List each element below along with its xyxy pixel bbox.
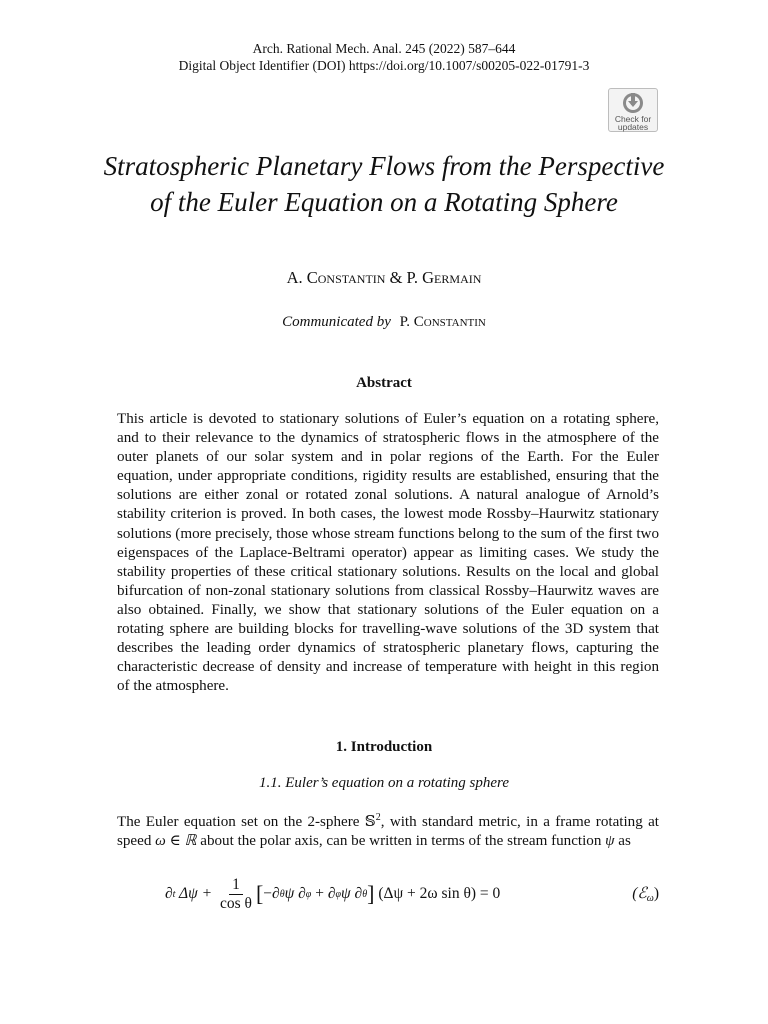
equation-label: [632, 884, 659, 904]
intro-paragraph: [117, 808, 659, 851]
communicated-prefix: Communicated by: [282, 314, 391, 330]
eq-inner-2: ψ ∂: [284, 885, 306, 902]
subsection-heading: 1.1. Euler’s equation on a rotating sphere: [259, 775, 509, 791]
abstract-heading: Abstract: [356, 375, 412, 391]
eq-label-sub: ω: [646, 893, 654, 904]
intro-part-1: The Euler equation set on the 2-sphere: [117, 814, 365, 831]
eq-partial: ∂: [165, 885, 173, 902]
check-for-updates-badge[interactable]: [608, 88, 658, 132]
doi-line[interactable]: Digital Object Identifier (DOI) https://doi.org/10.1007/s00205-022-01791-3: [178, 58, 590, 73]
intro-part-4: as: [614, 833, 631, 850]
eq-delta-psi: Δψ +: [175, 885, 216, 902]
journal-citation: Arch. Rational Mech. Anal. 245 (2022) 587–644: [252, 41, 516, 56]
badge-line-1: Check for: [614, 114, 652, 124]
sphere-symbol: 𝕊: [364, 814, 376, 831]
omega-in-r: ω ∈ ℝ: [155, 833, 197, 850]
eq-inner-4: ψ ∂: [341, 885, 363, 902]
eq-label-open: (ℰ: [632, 885, 647, 902]
equation-body: [165, 872, 500, 916]
sphere-superscript: 2: [375, 812, 381, 823]
eq-fraction: [220, 876, 252, 913]
eq-inner-3: + ∂: [311, 885, 336, 902]
abstract-text: [117, 410, 659, 696]
eq-tail: (Δψ + 2ω sin θ) = 0: [374, 885, 501, 902]
paper-title: Stratospheric Planetary Flows from the Perspective of the Euler Equation on a Rotating Sphere: [103, 151, 665, 217]
eq-sub-theta-1: θ: [279, 888, 285, 900]
eq-bracket-close: ]: [367, 881, 375, 906]
eq-bracket-open: [: [255, 881, 264, 906]
journal-header: [0, 40, 768, 74]
check-for-updates-icon: [620, 92, 646, 114]
communicated-by: [0, 314, 768, 331]
euler-equation: [165, 872, 665, 916]
eq-sub-theta-2: θ: [362, 888, 368, 900]
intro-part-3: about the polar axis, can be written in terms of the stream function: [196, 833, 606, 850]
eq-sub-t: t: [172, 888, 176, 900]
intro-part-2: , with standard metric, in a frame rotating at speed: [117, 814, 659, 850]
section-heading: 1. Introduction: [335, 739, 433, 755]
communicated-name: P. Constantin: [399, 314, 486, 330]
authors: A. Constantin & P. Germain: [286, 268, 482, 287]
eq-fraction-numerator: 1: [229, 876, 243, 895]
psi-symbol: ψ: [605, 833, 615, 850]
eq-inner-1: −∂: [263, 885, 280, 902]
eq-fraction-denominator: cos θ: [219, 894, 252, 912]
badge-line-2: updates: [617, 122, 649, 132]
eq-label-close: ): [653, 885, 659, 902]
eq-sub-phi-1: φ: [305, 888, 312, 900]
abstract-text-content: This article is devoted to stationary solutions of Euler’s equation on a rotating sphere, and to their relevance to the dynamics of stratospheric flows in the atmosphere of the outer planets of our solar system and in polar regions of the Earth. For the Euler equation, under appropriate conditions, rigidity results are established, ensuring that the solutions are either zonal or rotated zonal solutions. A natural analogue of Arnold’s stability criterion is proved. In both cases, the lowest mode Rossby–Haurwitz stationary solutions (more precisely, those whose stream functions belong to the sum of the first two eigenspaces of the Laplace-Beltrami operator) appear as limiting cases. We study the stability properties of these critical stationary solutions. Results on the local and global bifurcation of non-zonal stationary solutions from classical Rossby–Haurwitz waves are also obtained. Finally, we show that stationary solutions of the Euler equation on a rotating sphere are building blocks for travelling-wave solutions of the 3D system that describes the leading order dynamics of stratospheric planetary flows, capturing the characteristic decrease of density and increase of temperature with height in this region of the atmosphere.: [117, 411, 659, 695]
eq-sub-phi-2: φ: [335, 888, 342, 900]
